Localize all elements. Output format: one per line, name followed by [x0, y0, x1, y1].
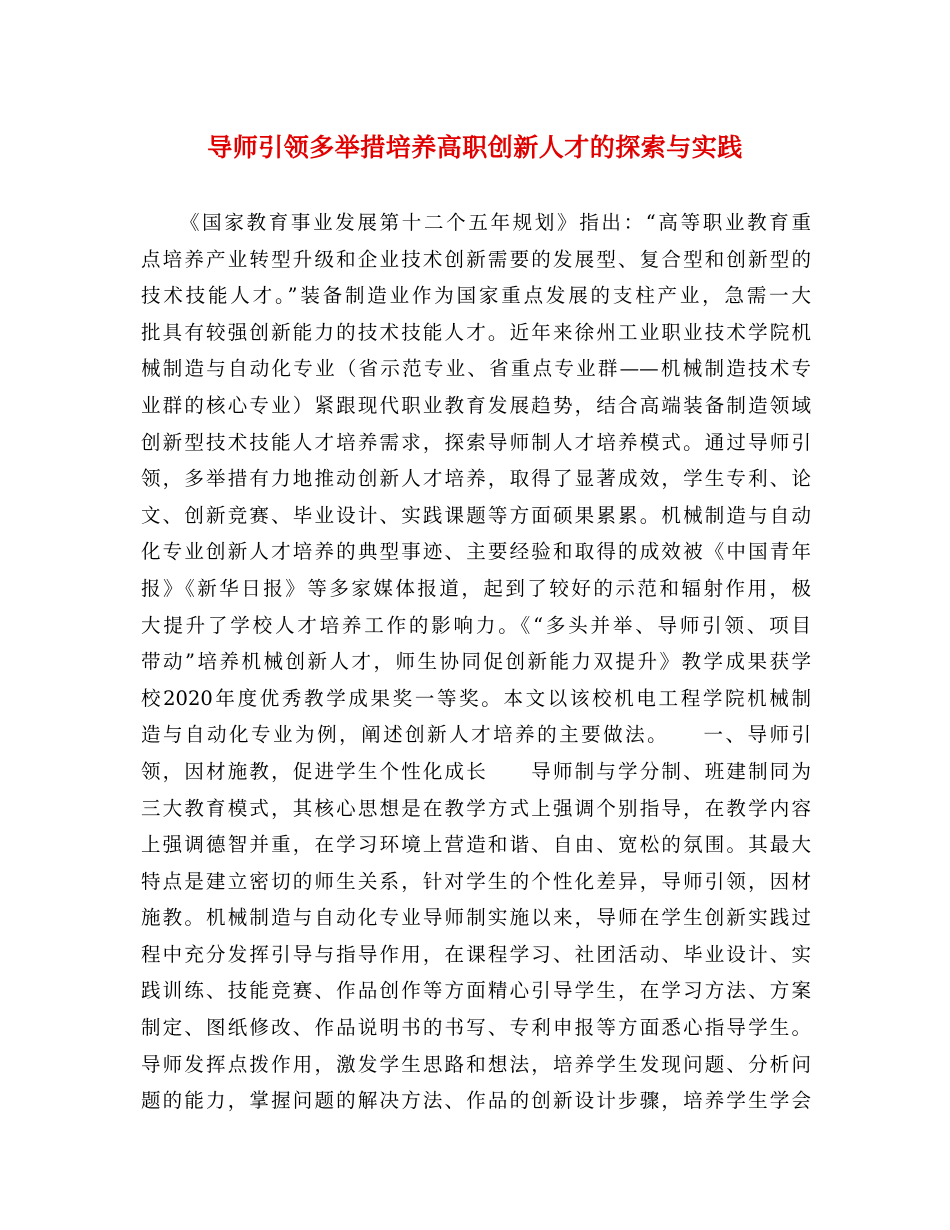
text-line: 三大教育模式，其核心思想是在教学方式上强调个别指导，在教学内容 — [141, 796, 811, 820]
text-line: 文、创新竞赛、毕业设计、实践课题等方面硕果累累。机械制造与自动 — [141, 503, 811, 527]
text-line: 大提升了学校人才培养工作的影响力。《“多头并举、导师引领、项目 — [141, 613, 811, 637]
text-line: 程中充分发挥引导与指导作用，在课程学习、社团活动、毕业设计、实 — [141, 942, 811, 966]
text-line: 制定、图纸修改、作品说明书的书写、专利申报等方面悉心指导学生。 — [141, 1016, 811, 1040]
text-line: 上强调德智并重，在学习环境上营造和谐、自由、宽松的氛围。其最大 — [141, 833, 811, 857]
text-line: 报》《新华日报》等多家媒体报道，起到了较好的示范和辐射作用，极 — [141, 576, 811, 600]
text-line: 校2020年度优秀教学成果奖一等奖。本文以该校机电工程学院机械制 — [141, 686, 811, 710]
text-line: 题的能力，掌握问题的解决方法、作品的创新设计步骤，培养学生学会 — [141, 1089, 811, 1113]
text-line: 施教。机械制造与自动化专业导师制实施以来，导师在学生创新实践过 — [141, 906, 811, 930]
document-title: 导师引领多举措培养高职创新人才的探索与实践 — [207, 133, 743, 162]
text-line: 特点是建立密切的师生关系，针对学生的个性化差异，导师引领，因材 — [141, 869, 811, 893]
text-line: 领，因材施教，促进学生个性化成长 导师制与学分制、班建制同为 — [141, 759, 811, 783]
text-line: 批具有较强创新能力的技术技能人才。近年来徐州工业职业技术学院机 — [141, 320, 811, 344]
body-paragraph — [141, 205, 811, 1120]
text-line: 化专业创新人才培养的典型事迹、主要经验和取得的成效被《中国青年 — [141, 540, 811, 564]
text-line: 创新型技术技能人才培养需求，探索导师制人才培养模式。通过导师引 — [141, 430, 811, 454]
text-line: 导师发挥点拨作用，激发学生思路和想法，培养学生发现问题、分析问 — [141, 1052, 811, 1076]
text-line: 造与自动化专业为例，阐述创新人才培养的主要做法。 一、导师引 — [141, 723, 811, 747]
text-line: 带动”培养机械创新人才，师生协同促创新能力双提升》教学成果获学 — [141, 650, 811, 674]
text-line: 领，多举措有力地推动创新人才培养，取得了显著成效，学生专利、论 — [141, 467, 811, 491]
text-line: 技术技能人才。”装备制造业作为国家重点发展的支柱产业，急需一大 — [141, 284, 811, 308]
text-line: 械制造与自动化专业（省示范专业、省重点专业群——机械制造技术专 — [141, 357, 811, 381]
text-line: 业群的核心专业）紧跟现代职业教育发展趋势，结合高端装备制造领域 — [141, 393, 811, 417]
text-line: 《国家教育事业发展第十二个五年规划》指出：“高等职业教育重 — [180, 211, 811, 234]
text-line: 践训练、技能竞赛、作品创作等方面精心引导学生，在学习方法、方案 — [141, 979, 811, 1003]
text-line: 点培养产业转型升级和企业技术创新需要的发展型、复合型和创新型的 — [141, 247, 811, 271]
